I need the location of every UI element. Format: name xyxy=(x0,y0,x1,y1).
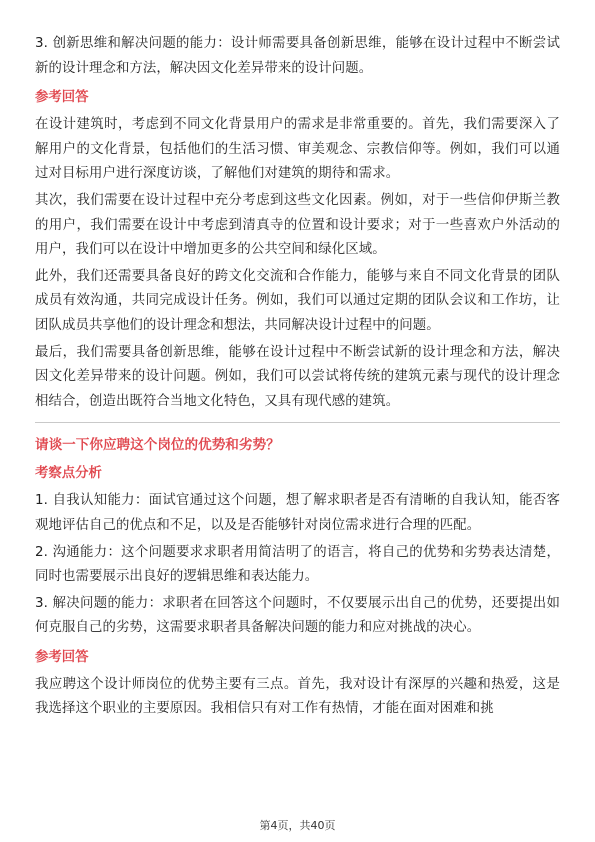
reference-answer-label: 参考回答 xyxy=(35,649,89,665)
analysis-label: 考察点分析 xyxy=(35,466,102,482)
analysis-point: 2. 沟通能力：这个问题要求求职者用简洁明了的语言，将自己的优势和劣势表达清楚，同时也需要展示出良好的逻辑思维和表达能力。 xyxy=(35,544,560,585)
reference-answer-label: 参考回答 xyxy=(35,90,89,106)
answer-paragraph: 在设计建筑时，考虑到不同文化背景用户的需求是非常重要的。首先，我们需要深入了解用户的文化背景，包括他们的生活习惯、审美观念、宗教信仰等。例如，我们可以通过对目标用户进行深度访谈，了解他们对建筑的期待和需求。 xyxy=(35,117,560,182)
analysis-point: 1. 自我认知能力：面试官通过这个问题，想了解求职者是否有清晰的自我认知，能否客观地评估自己的优点和不足，以及是否能够针对岗位需求进行合理的匹配。 xyxy=(35,493,560,533)
answer-paragraph: 我应聘这个设计师岗位的优势主要有三点。首先，我对设计有深厚的兴趣和热爱，这是我选择这个职业的主要原因。我相信只有对工作有热情，才能在面对困难和挑 xyxy=(35,676,560,717)
analysis-point-3: 3. 创新思维和解决问题的能力：设计师需要具备创新思维，能够在设计过程中不断尝试新的设计理念和方法，解决因文化差异带来的设计问题。 xyxy=(35,36,560,76)
interview-question: 请谈一下你应聘这个岗位的优势和劣势？ xyxy=(35,437,280,454)
page-content xyxy=(35,32,560,724)
section-divider xyxy=(35,422,560,423)
answer-paragraph: 此外，我们还需要具备良好的跨文化交流和合作能力，能够与来自不同文化背景的团队成员有效沟通，共同完成设计任务。例如，我们可以通过定期的团队会议和工作坊，让团队成员共享他们的设计理念和想法，共同解决设计过程中的问题。 xyxy=(35,268,560,333)
answer-paragraph: 其次，我们需要在设计过程中充分考虑到这些文化因素。例如，对于一些信仰伊斯兰教的用户，我们需要在设计中考虑到清真寺的位置和设计要求；对于一些喜欢户外活动的用户，我们可以在设计中增加更多的公共空间和绿化区域。 xyxy=(35,192,560,258)
answer-paragraph: 最后，我们需要具备创新思维，能够在设计过程中不断尝试新的设计理念和方法，解决因文化差异带来的设计问题。例如，我们可以尝试将传统的建筑元素与现代的设计理念相结合，创造出既符合当地文化特色，又具有现代感的建筑。 xyxy=(35,344,560,409)
page-number: 第4页，共40页 xyxy=(259,819,336,832)
analysis-point: 3. 解决问题的能力：求职者在回答这个问题时，不仅要展示出自己的优势，还要提出如何克服自己的劣势，这需要求职者具备解决问题的能力和应对挑战的决心。 xyxy=(35,595,560,636)
